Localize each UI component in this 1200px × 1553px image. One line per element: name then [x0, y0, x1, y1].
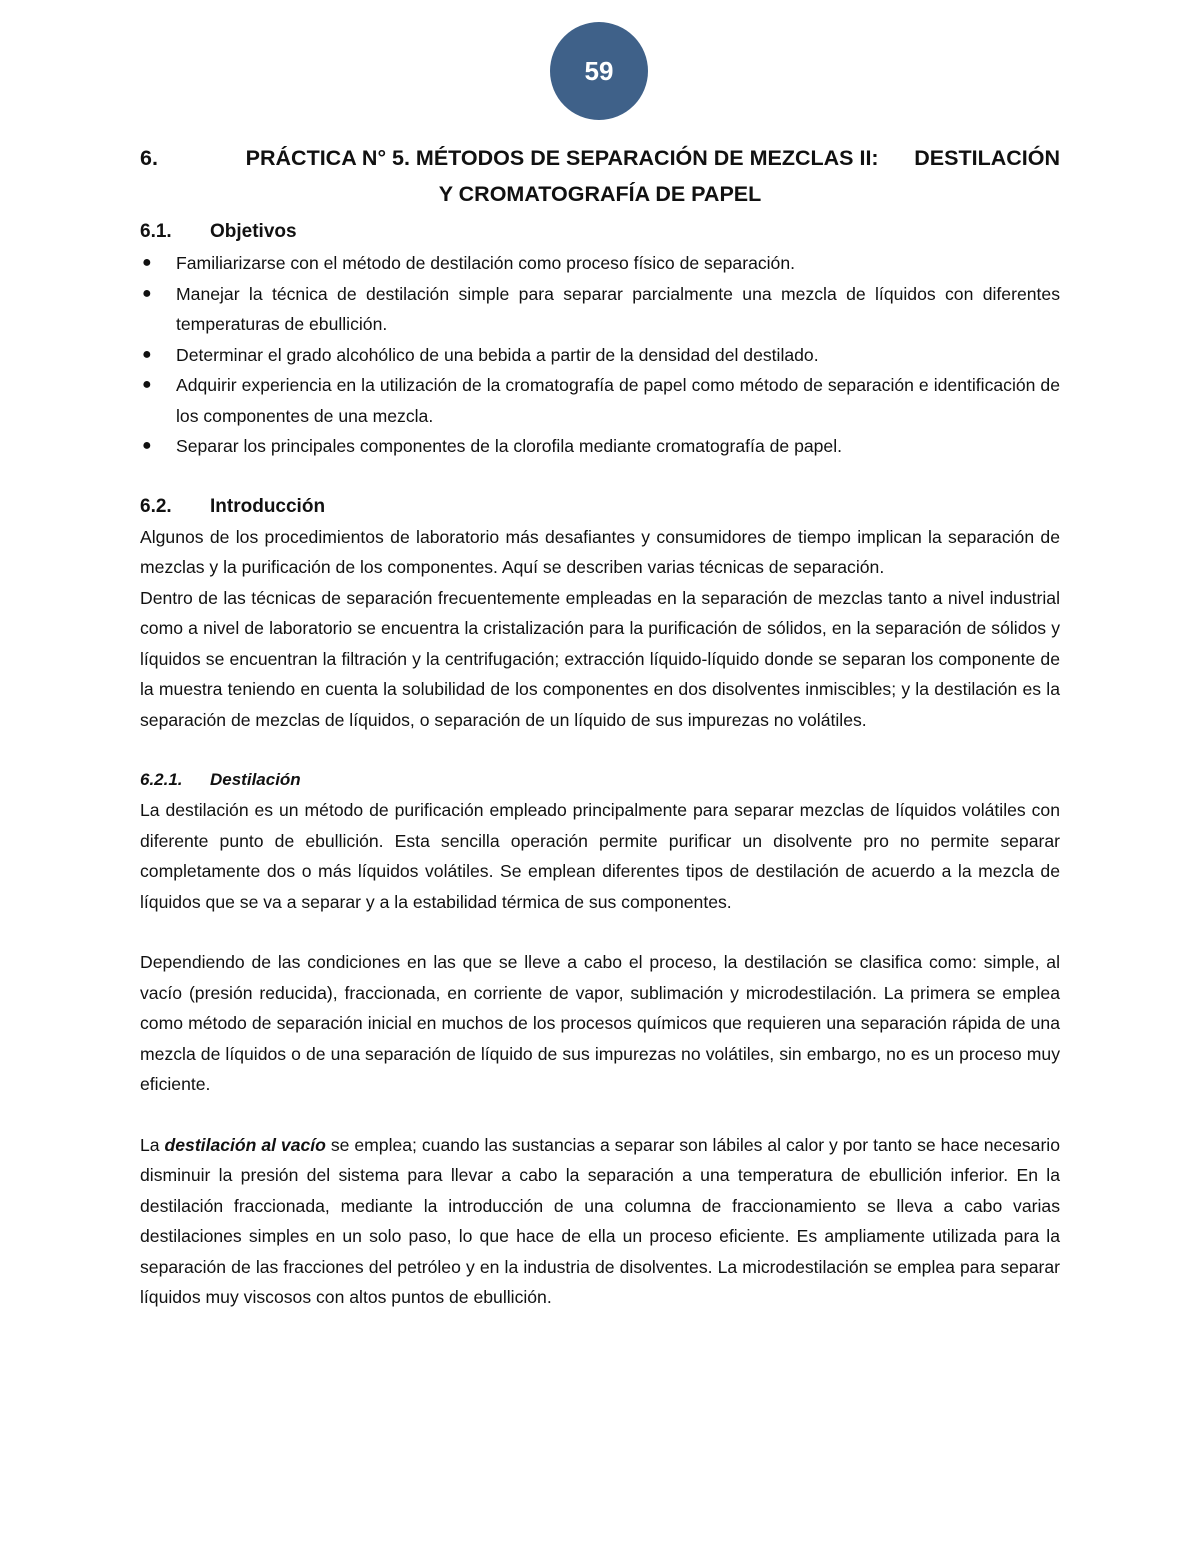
distillation-paragraph-3 [140, 1130, 1060, 1313]
objectives-title: Objetivos [210, 221, 297, 242]
introduction-paragraph-1: Algunos de los procedimientos de laboratorio más desafiantes y consumidores de tiempo implican la separación de mezclas y la purificación de los componentes. Aquí se describen varias técnicas de separación. [140, 526, 1060, 577]
document-body [140, 140, 1060, 1313]
list-item: ● Adquirir experiencia en la utilización de la cromatografía de papel como método de separación e identificación de los componentes de una mezcla. [140, 370, 1060, 431]
chapter-title-line1-a: PRÁCTICA N° 5. MÉTODOS DE SEPARACIÓN DE MEZCLAS II: [245, 146, 879, 170]
bullet-icon: ● [142, 345, 152, 363]
chapter-number: 6. [140, 146, 158, 170]
distillation-paragraph-1: La destilación es un método de purificación empleado principalmente para separar mezclas de líquidos volátiles con diferente punto de ebullición. Esta sencilla operación permite purificar un disolvente pro no permite separar completamente dos o más líquidos volátiles. Se emplean diferentes tipos de destilación de acuerdo a la mezcla de líquidos que se va a separar y a la estabilidad térmica de sus componentes. [140, 800, 1060, 912]
list-item: ● Manejar la técnica de destilación simple para separar parcialmente una mezcla de líquidos con diferentes temperaturas de ebullición. [140, 279, 1060, 340]
objectives-heading [140, 216, 1060, 248]
bullet-icon: ● [142, 284, 152, 302]
list-item: ● Separar los principales componentes de la clorofila mediante cromatografía de papel. [140, 431, 1060, 462]
distillation-number: 6.2.1. [140, 770, 183, 789]
bullet-icon: ● [142, 376, 152, 393]
chapter-title [140, 140, 1060, 212]
objectives-list [140, 248, 1060, 462]
distillation-paragraph-2: Dependiendo de las condiciones en las que se lleve a cabo el proceso, la destilación se clasifica como: simple, al vacío (presión reducida), fraccionada, en corriente de vapor, sublimación y microdestilación. La primera se emplea como método de separación inicial en muchos de los procesos químicos que requieren una separación rápida de una mezcla de líquidos o de una separación de líquido de sus impurezas no volátiles, sin embargo, no es un proceso muy eficiente. [140, 952, 1060, 1094]
introduction-number: 6.2. [140, 495, 172, 517]
distillation-heading [140, 765, 1060, 795]
paragraph3-rest: se emplea; cuando las sustancias a separar son lábiles al calor y por tanto se hace necesario disminuir la presión del sistema para llevar a cabo la separación a una temperatura de ebullición inferior. En la destilación fraccionada, mediante la introducción de una columna de fraccionamiento se lleva a cabo varias destilaciones simples en un solo paso, lo que hace de ella un proceso eficiente. Es ampliamente utilizada para la separación de las fracciones del petróleo y en la industria de disolventes. La microdestilación se emplea para separar líquidos muy viscosos con altos puntos de ebullición. [140, 1134, 1060, 1307]
introduction-paragraph-2: Dentro de las técnicas de separación frecuentemente empleadas en la separación de mezclas tanto a nivel industrial como a nivel de laboratorio se encuentra la cristalización para la purificación de sólidos, en la separación de sólidos y líquidos se encuentran la filtración y la centrifugación; extracción líquido-líquido donde se separan los componente de la muestra teniendo en cuenta la solubilidad de los componentes en dos disolventes inmiscibles; y la destilación es la separación de mezclas de líquidos, o separación de un líquido de sus impurezas no volátiles. [140, 587, 1060, 730]
list-item: ● Familiarizarse con el método de destilación como proceso físico de separación. [140, 248, 1060, 279]
bullet-icon: ● [142, 254, 152, 271]
chapter-title-line1-b: DESTILACIÓN [914, 146, 1060, 170]
page-number-badge [550, 22, 648, 120]
distillation-title: Destilación [210, 770, 301, 789]
introduction-title: Introducción [210, 495, 326, 517]
list-item: ● Determinar el grado alcohólico de una bebida a partir de la densidad del destilado. [140, 340, 1060, 371]
bullet-icon: ● [142, 437, 152, 454]
chapter-title-line2: Y CROMATOGRAFÍA DE PAPEL [438, 182, 762, 206]
objectives-number: 6.1. [140, 221, 172, 242]
introduction-heading [140, 492, 1060, 522]
vacuum-distillation-term: destilación al vacío [164, 1134, 326, 1155]
paragraph3-start: La [140, 1134, 165, 1155]
page-number: 59 [584, 55, 614, 86]
